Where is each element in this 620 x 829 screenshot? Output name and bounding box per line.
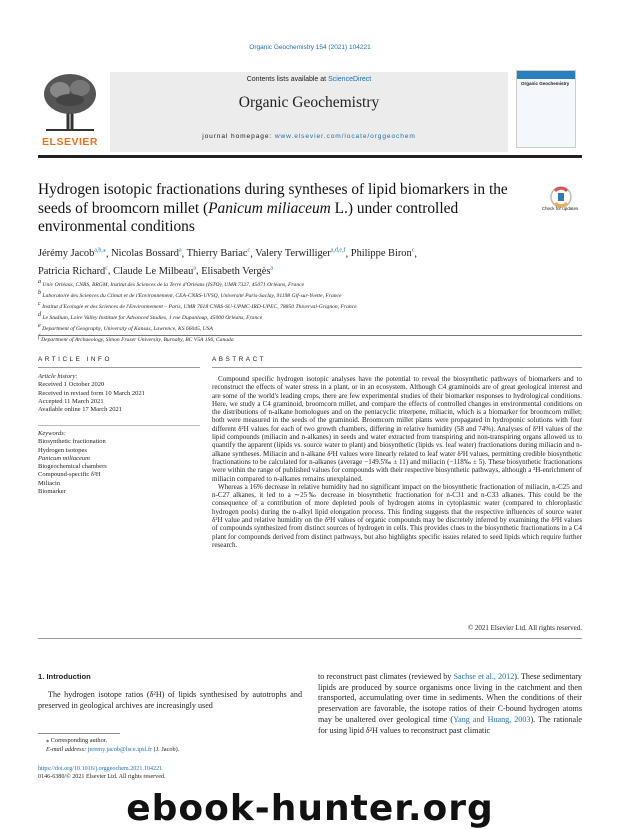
author[interactable]: Patricia Richard$^c$ (38, 265, 108, 277)
footnote-rule (38, 733, 120, 734)
doi-link[interactable]: https://doi.org/10.1016/j.orggeochem.2021.104221 (38, 766, 163, 772)
keyword-list (38, 430, 200, 496)
article-title (38, 181, 518, 237)
article-info-heading: ARTICLE INFO (38, 356, 112, 363)
title-species: Panicum miliaceum (208, 199, 331, 217)
keyword: Miliacin (38, 479, 61, 487)
homepage-link[interactable]: www.elsevier.com/locate/orggeochem (274, 133, 416, 140)
abstract-paragraph: Whereas a 16% decrease in relative humidity had no significant impact on the biosynthetic fractionation of miliacin, n-C25 and n-C27 alkanes, it led to a ∼25‰ decrease in biosynthetic fractionation for n-C31 and n-C33 alkanes. This could be the consequence of a contribution of more depleted pools of hydrogen atoms in cytoplasmic water (compared to chloroplastic hydrogen pools) during the n-alkyl lipid elongation process. This finding suggests that the respective influences of source water δ²H value and relative humidity on the δ²H values of organic compounds may be discretely inferred by examining the δ²H values of compounds synthesized from distinct sources of hydrogen in cells. This provides clues to the biosynthetic fractionations in a C4 plant for compounds derived from distinct pathways, but also highlights specific issues related to seed lipids which require further research. (212, 482, 582, 549)
intro-paragraph-right: to reconstruct past climates (reviewed by Sachse et al., 2012). These sedimentary lipids are produced by source organisms once living in the catchment and then transported, accumulating over time in sediments. When the conditions of their preservation are favorable, the isotope ratios of their C-bound hydrogen atoms may be unaltered over geological time (Yang and Huang, 2003). The rationale for using lipid δ²H values to reconstruct past climatic (318, 672, 582, 735)
reference-link[interactable]: Sachse et al., 2012 (453, 672, 515, 681)
affiliation-divider (38, 335, 582, 336)
history-label: Article history: (38, 373, 78, 380)
author[interactable]: Jérémy Jacob$^{a,b,⁎}$ (38, 248, 106, 260)
journal-homepage-line (110, 133, 508, 140)
abstract-heading: ABSTRACT (212, 356, 267, 363)
author[interactable]: Elisabeth Vergès$^a$ (201, 265, 274, 277)
history-item: Accepted 11 March 2021 (38, 397, 104, 405)
keyword: Biogeochemical chambers (38, 463, 107, 471)
keywords-label: Keywords: (38, 430, 66, 437)
keyword: Panicum miliaceum (38, 454, 90, 462)
affiliation: $^d$ Le Studium, Loire Valley Institute for Advanced Studies, 1 rue Dupanloup, 45000 Orléans, France (38, 312, 263, 322)
journal-title: Organic Geochemistry (238, 94, 380, 111)
journal-citation-link[interactable]: Organic Geochemistry 154 (2021) 104221 (249, 44, 371, 51)
author[interactable]: Nicolas Bossard$^a$ (111, 248, 182, 260)
elsevier-wordmark: ELSEVIER (42, 136, 98, 148)
article-info-rule (38, 367, 200, 368)
section-heading-introduction: 1. Introduction (38, 672, 91, 681)
reference-link[interactable]: Yang and Huang, 2003 (453, 714, 531, 724)
article-history (38, 373, 200, 414)
email-suffix: (J. Jacob). (152, 745, 180, 753)
crossmark-icon[interactable] (545, 185, 577, 219)
author[interactable]: Thierry Bariac$^c$ (186, 248, 251, 260)
abstract-paragraph: Compound specific hydrogen isotopic analyses have the potential to reveal the biosynthetic pathways of biomarkers and to reconstruct the effects of water stress in a plant, or in an ecosystem. Although C4 graminoids are of great geological interest and are some of the world's leading crops, there are few experimental studies of their biomarker responses to hydrological conditions. Here, we study a C4 graminoid, broomcorn millet, and compare the effects of controlled changes in environmental conditions on the distributions of n-alkane homologues and on the pentacyclic triterpene, miliacin, which is a biomarker for broomcorn millet; both were measured in the seeds of the graminoid. Broomcorn millet plants were propagated in hydroponic solutions with four different δ²H values for each of two growth chambers, differing in relative humidity (58 and 74%). Analyses of δ²H values of the lipid compounds (miliacin and n-alkanes) in seeds and water extracted from transpiring and non-transpiring organs allowed us to quantify the apparent (lipids vs. source water to plant) and biosynthetic (lipids vs. leaf water) fractionations during miliacin and n-alkane syntheses. Miliacin and n-alkane δ²H values were linearly related to leaf water δ²H values, permitting credible biosynthetic fractionations to be calculated for n-alkanes (average −149.5‰ ± 11) and miliacin (−118‰ ± 5). These biosynthetic fractionations were within the range of published values for compounds with their respective biosynthetic pathways, although a ²H-enrichment of miliacin compared to n-alkanes remains unexplained. (212, 375, 582, 483)
title-part-2: L.) under controlled environmental conditions (38, 199, 459, 236)
affiliation: $^b$ Laboratoire des Sciences du Climat et de l'Environnement, CEA-CNRS-UVSQ, Université Paris-Saclay, 91198 Gif-sur-Yvette, France (38, 290, 342, 299)
abstract-body (212, 375, 582, 549)
intro-paragraph-left: The hydrogen isotope ratios (δ²H) of lipids synthesised by autotrophs and preserved in geological archives are increasingly used (38, 690, 302, 710)
keyword: Hydrogen isotopes (38, 446, 87, 454)
doi-block (38, 765, 298, 781)
corresponding-author-footnote (46, 737, 306, 754)
cover-title: Organic Geochemistry (521, 81, 570, 86)
sciencedirect-link[interactable]: ScienceDirect (328, 76, 372, 83)
keyword: Biomarker (38, 488, 66, 496)
history-item: Received 1 October 2020 (38, 381, 105, 389)
footnote-marker: ⁎ (46, 737, 50, 744)
affiliation: $^f$ Department of Archaeology, Simon Fraser University, Burnaby, BC V5A 1S6, Canada (38, 334, 234, 344)
abstract-rule (212, 367, 582, 368)
author[interactable]: Claude Le Milbeau$^a$ (113, 265, 196, 277)
author-list: Jérémy Jacob$^{a,b,⁎}$, Nicolas Bossard$^a$, Thierry Bariac$^c$, Valery Terwilliger$^{a,d,e,f}$, Philippe Biron$^c$, Patricia Richard$^c$, Claude Le Milbeau$^a$, Elisabeth Vergès$^a$ (38, 248, 417, 277)
crossmark-label: Check for updates (541, 206, 579, 211)
issn-line: 0146-6380/© 2021 Elsevier Ltd. All rights reserved. (38, 774, 166, 780)
header-divider (38, 155, 582, 158)
watermark-text: ebook-hunter.org (126, 788, 494, 829)
history-item: Available online 17 March 2021 (38, 406, 122, 414)
email-link[interactable]: jeremy.jacob@lsce.ipsl.fr (87, 745, 153, 753)
journal-header-box (110, 72, 508, 152)
contents-prefix: Contents lists available at (246, 76, 329, 83)
journal-cover-thumbnail[interactable] (516, 70, 576, 148)
abstract-divider (38, 638, 582, 639)
keyword: Biosynthetic fractionation (38, 438, 106, 446)
history-divider (38, 425, 200, 426)
author[interactable]: Philippe Biron$^c$ (350, 248, 415, 260)
affiliation: $^e$ Department of Geography, University of Kansas, Lawrence, KS 66045, USA (38, 323, 213, 333)
keyword: Compound-specific δ²H (38, 471, 101, 479)
affiliation: $^a$ Univ Orléans, CNRS, BRGM, Institut des Sciences de la Terre d'Orléans (ISTO), UMR 7327, 45071 Orléans, France (38, 279, 305, 288)
author[interactable]: Valery Terwilliger$^{a,d,e,f}$ (255, 248, 346, 260)
title-part-1: Hydrogen isotopic fractionations during syntheses of lipid biomarkers in the seeds of broomcorn millet ( (38, 181, 508, 217)
history-item: Received in revised form 10 March 2021 (38, 389, 145, 397)
affiliation: $^c$ Institut d'Ecologie et des Sciences de l'Environnement – Paris, UMR 7618 CNRS-SU-UPMC-IRD-UPEC, 78850 Thiverval-Grignon, France (38, 301, 357, 310)
email-label: E-mail address: (46, 745, 88, 753)
homepage-prefix: journal homepage: (202, 133, 275, 140)
corresponding-label: Corresponding author. (50, 737, 108, 744)
copyright-notice: © 2021 Elsevier Ltd. All rights reserved. (467, 624, 582, 632)
cover-band (517, 71, 575, 79)
contents-line (110, 76, 508, 83)
